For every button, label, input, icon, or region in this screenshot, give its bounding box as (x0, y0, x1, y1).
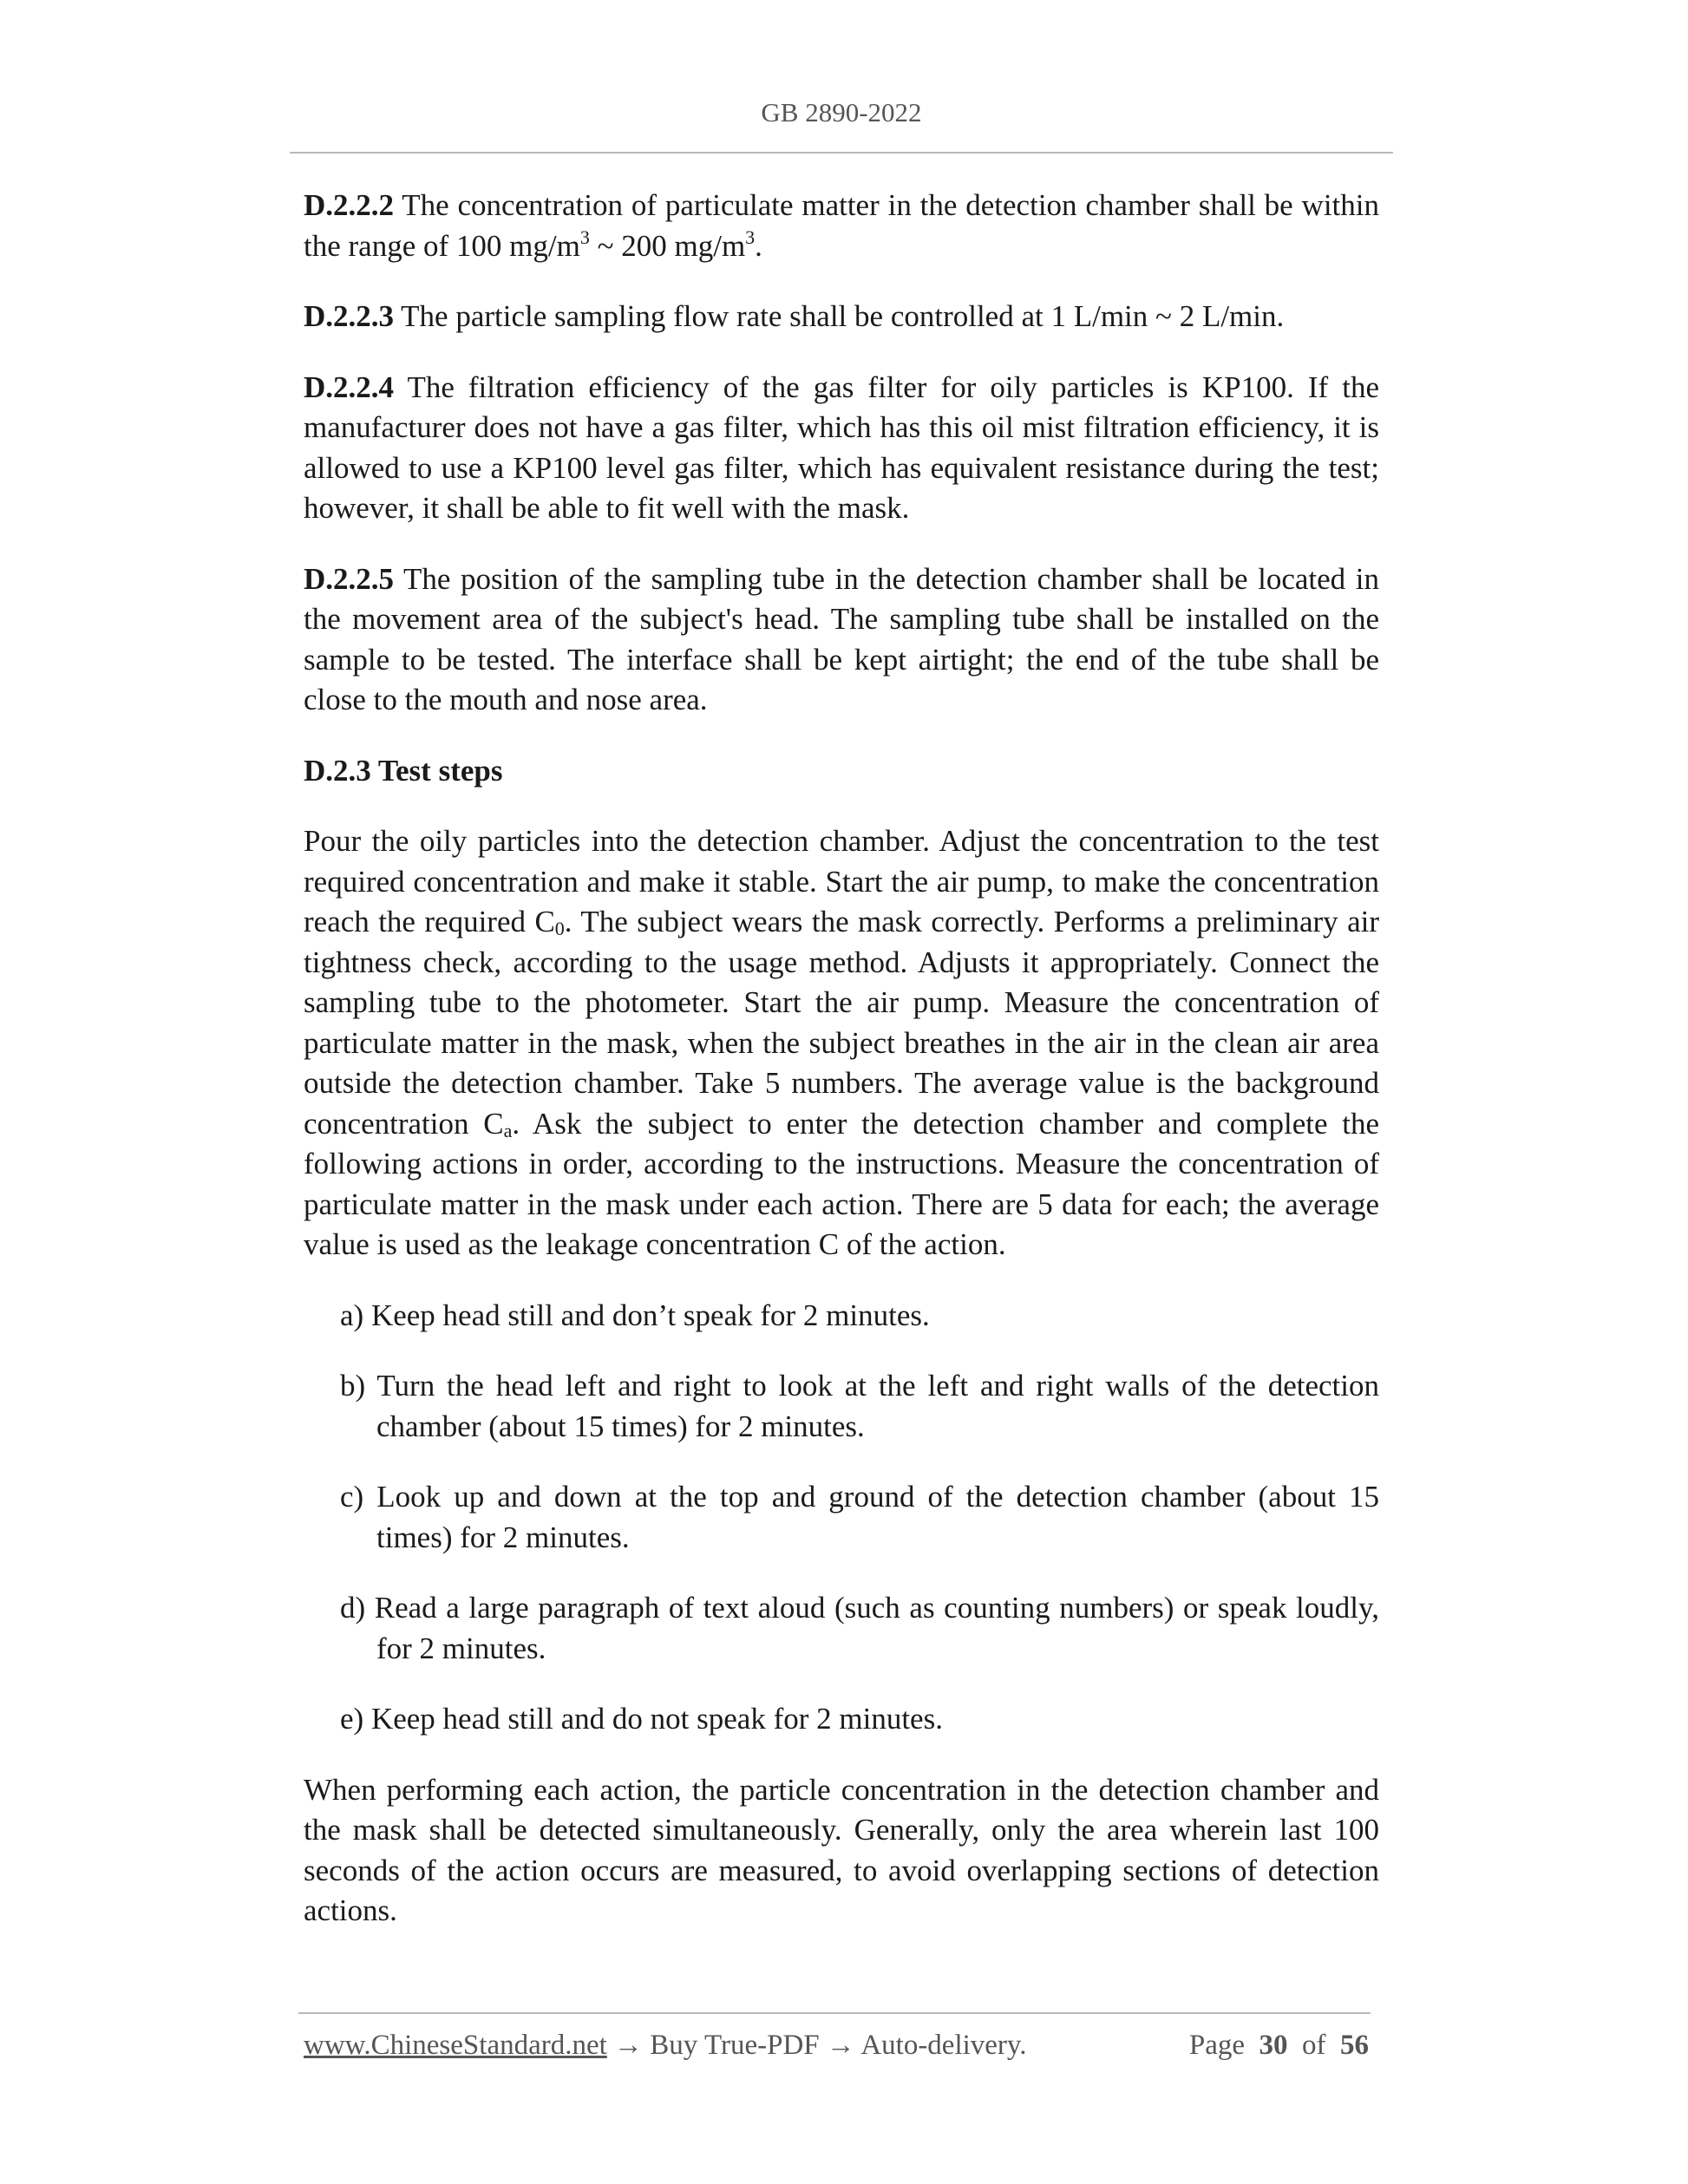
clause-text: ~ 200 mg/m (589, 228, 746, 263)
page-number: 30 (1259, 2030, 1288, 2061)
page-footer (304, 2030, 1369, 2062)
arrow-icon: → (819, 2030, 861, 2061)
document-body (304, 186, 1379, 1962)
delivery-text: Auto-delivery. (860, 2030, 1027, 2061)
clause-number: D.2.2.4 (304, 369, 395, 404)
action-item-e: e) Keep head still and do not speak for 2 minutes. (340, 1702, 943, 1736)
steps-text: . Ask the subject to enter the detection chamber and complete the following actions in order, according to the instructions. Measure the concentration of particulate matter in the mask under each action. There are 5 data for each; the average value is used as the leakage concentration C of the action. (304, 1106, 1380, 1261)
clause-text: . (755, 228, 762, 263)
action-item-b: b) Turn the head left and right to look at the left and right walls of the detection chamber (about 15 times) for 2 minutes. (340, 1369, 1379, 1443)
page-label: Page (1188, 2030, 1245, 2061)
footer-left (304, 2030, 1027, 2062)
action-item-d: d) Read a large paragraph of text aloud (such as counting numbers) or speak loudly, for 2 minutes. (340, 1591, 1379, 1665)
clause-text: The concentration of particulate matter in the detection chamber shall be within the range of 100 mg/m (304, 188, 1379, 263)
clause-d2222 (304, 186, 1379, 266)
buy-text: Buy True-PDF (650, 2030, 820, 2061)
clause-text: The particle sampling flow rate shall be controlled at 1 L/min ~ 2 L/min. (394, 299, 1285, 333)
clause-number: D.2.2.3 (304, 299, 395, 333)
superscript: 3 (579, 226, 590, 248)
closing-paragraph: When performing each action, the particle concentration in the detection chamber and the mask shall be detected simultaneously. Generally, only the area wherein last 100 seconds of the action occurs are measured, to avoid overlapping sections of detection actions. (304, 1772, 1379, 1927)
of-label: of (1302, 2030, 1326, 2061)
subscript: 0 (554, 918, 565, 939)
page-header: GB 2890-2022 (761, 97, 922, 128)
page-indicator (1189, 2030, 1369, 2062)
header-divider (290, 152, 1393, 154)
subscript: a (503, 1119, 513, 1141)
test-steps-paragraph (304, 821, 1379, 1265)
page-total: 56 (1340, 2030, 1369, 2061)
clause-text: The position of the sampling tube in the detection chamber shall be located in the movement area of the subject's head. The sampling tube shall be installed on the sample to be tested. The interface shall be kept airtight; the end of the tube shall be close to the mouth and nose area. (304, 561, 1379, 716)
superscript: 3 (745, 226, 756, 248)
arrow-icon: → (606, 2030, 651, 2061)
footer-divider (298, 2012, 1371, 2014)
website-link[interactable]: www.ChineseStandard.net (304, 2030, 607, 2061)
section-heading-test-steps: D.2.3 Test steps (304, 753, 503, 788)
clause-d2224 (304, 368, 1379, 529)
steps-text: . The subject wears the mask correctly. Performs a preliminary air tightness check, according to the usage method. Adjusts it appropriately. Connect the sampling tube to the photometer. Start the air pump. Measure the concentration of particulate matter in the mask, when the subject breathes in the air in the clean air area outside the detection chamber. Take 5 numbers. The average value is the background concentration C (304, 905, 1380, 1141)
action-item-a: a) Keep head still and don’t speak for 2 minutes. (340, 1298, 930, 1332)
clause-number: D.2.2.2 (304, 188, 395, 222)
clause-number: D.2.2.5 (304, 561, 395, 596)
clause-text: The filtration efficiency of the gas filter for oily particles is KP100. If the manufacturer does not have a gas filter, which has this oil mist filtration efficiency, it is allowed to use a KP100 level gas filter, which has equivalent resistance during the test; however, it shall be able to fit well with the mask. (304, 369, 1379, 525)
clause-d2225 (304, 559, 1379, 721)
action-item-c: c) Look up and down at the top and ground of the detection chamber (about 15 times) for 2 minutes. (340, 1480, 1379, 1554)
clause-d2223 (304, 297, 1379, 337)
steps-text: Pour the oily particles into the detection chamber. Adjust the concentration to the test required concentration and make it stable. Start the air pump, to make the concentration reach the required C (304, 824, 1379, 938)
